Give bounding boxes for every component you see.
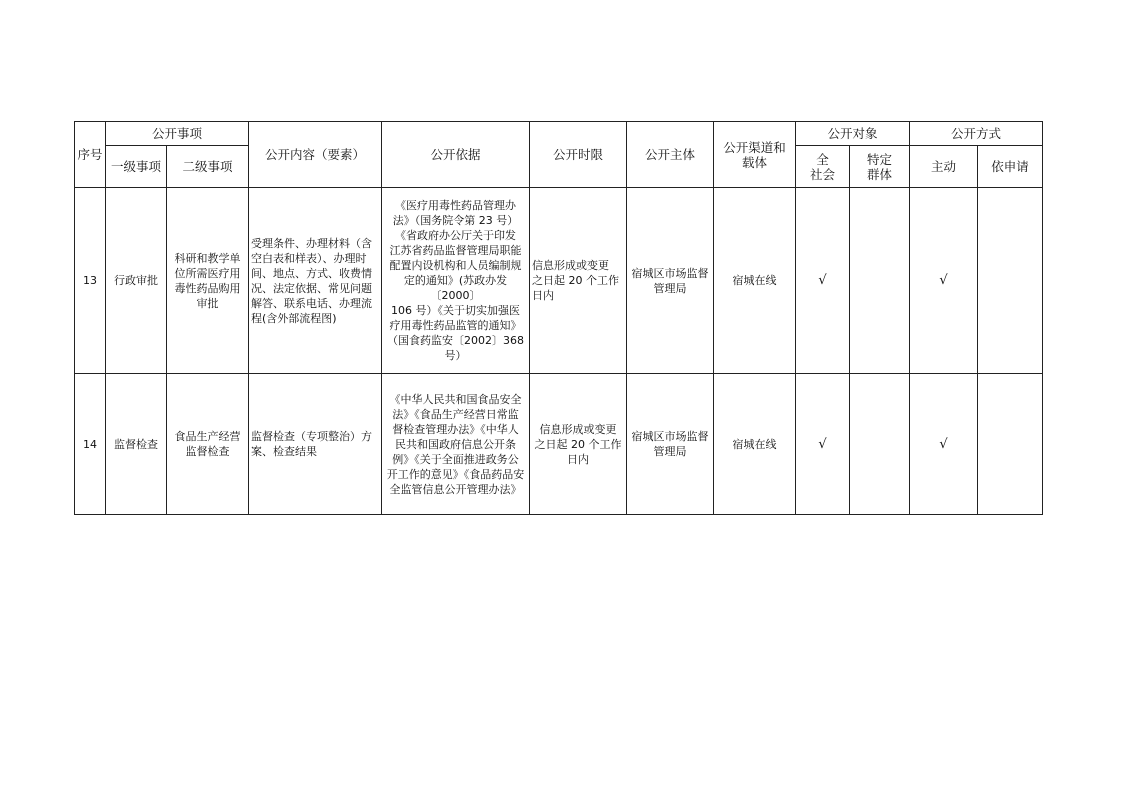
header-level2: 二级事项 bbox=[167, 146, 249, 188]
cell-content: 受理条件、办理材料（含 空白表和样表）、办理时 间、地点、方式、收费情 况、法定依据、常见问题 解答、联系电话、办理流 程(含外部流程图) bbox=[249, 188, 382, 374]
header-content: 公开内容（要素） bbox=[249, 122, 382, 188]
cell-level2: 科研和教学单 位所需医疗用 毒性药品购用 审批 bbox=[167, 188, 249, 374]
disclosure-table bbox=[74, 121, 1043, 515]
cell-on-request bbox=[978, 374, 1043, 515]
cell-channel: 宿城在线 bbox=[714, 188, 796, 374]
header-channel: 公开渠道和 载体 bbox=[714, 122, 796, 188]
header-target: 公开对象 bbox=[796, 122, 910, 146]
header-society: 全 社会 bbox=[796, 146, 850, 188]
cell-subject: 宿城区市场监督 管理局 bbox=[627, 188, 714, 374]
cell-time-limit: 信息形成或变更 之日起 20 个工作 日内 bbox=[530, 188, 627, 374]
header-level1: 一级事项 bbox=[106, 146, 167, 188]
cell-subject: 宿城区市场监督 管理局 bbox=[627, 374, 714, 515]
cell-specific bbox=[850, 374, 910, 515]
cell-basis: 《中华人民共和国食品安全 法》《食品生产经营日常监 督检查管理办法》《中华人 民共和国政府信息公开条 例》《关于全面推进政务公 开工作的意见》《食品药品安 全监管信息公开管理办法》 bbox=[382, 374, 530, 515]
header-seq: 序号 bbox=[75, 122, 106, 188]
cell-level1: 行政审批 bbox=[106, 188, 167, 374]
cell-society-check: √ bbox=[796, 374, 850, 515]
header-specific: 特定 群体 bbox=[850, 146, 910, 188]
table-row bbox=[75, 374, 1043, 515]
header-time-limit: 公开时限 bbox=[530, 122, 627, 188]
cell-society-check: √ bbox=[796, 188, 850, 374]
cell-level2: 食品生产经营 监督检查 bbox=[167, 374, 249, 515]
cell-active-check: √ bbox=[910, 374, 978, 515]
cell-basis: 《医疗用毒性药品管理办 法》（国务院令第 23 号） 《省政府办公厅关于印发 江苏省药品监督管理局职能 配置内设机构和人员编制规 定的通知》(苏政办发〔2000〕 106 号）《关于切实加强医 疗用毒性药品监管的通知》 （国食药监安〔2002〕368 号） bbox=[382, 188, 530, 374]
cell-time-limit: 信息形成或变更 之日起 20 个工作 日内 bbox=[530, 374, 627, 515]
cell-specific bbox=[850, 188, 910, 374]
header-subject: 公开主体 bbox=[627, 122, 714, 188]
header-on-request: 依申请 bbox=[978, 146, 1043, 188]
table-row bbox=[75, 188, 1043, 374]
cell-seq: 13 bbox=[75, 188, 106, 374]
header-active: 主动 bbox=[910, 146, 978, 188]
cell-seq: 14 bbox=[75, 374, 106, 515]
header-method: 公开方式 bbox=[910, 122, 1043, 146]
cell-active-check: √ bbox=[910, 188, 978, 374]
cell-level1: 监督检查 bbox=[106, 374, 167, 515]
cell-on-request bbox=[978, 188, 1043, 374]
header-row-1 bbox=[75, 122, 1043, 146]
header-basis: 公开依据 bbox=[382, 122, 530, 188]
cell-channel: 宿城在线 bbox=[714, 374, 796, 515]
header-matter: 公开事项 bbox=[106, 122, 249, 146]
cell-content: 监督检查（专项整治）方 案、检查结果 bbox=[249, 374, 382, 515]
